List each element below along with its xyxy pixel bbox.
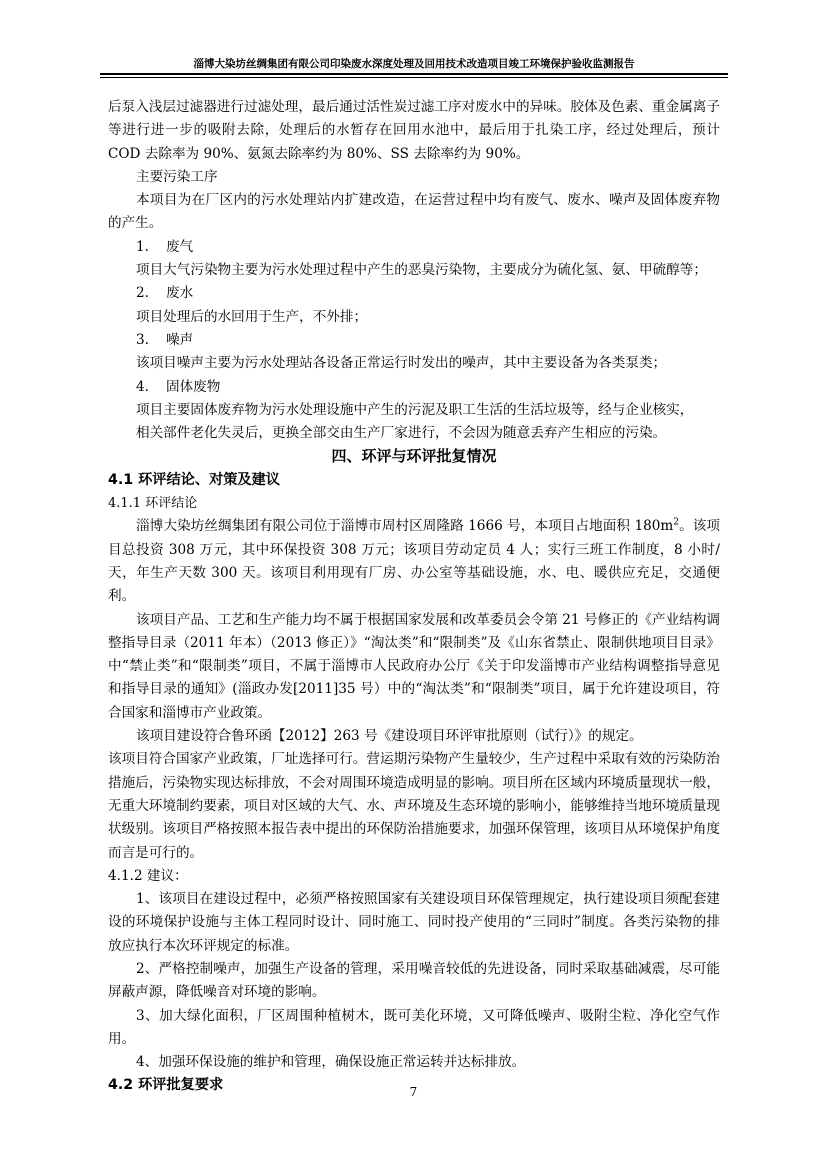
running-header: 淄博大染坊丝绸集团有限公司印染废水深度处理及回用技术改造项目竣工环境保护验收监测报告 <box>193 58 635 70</box>
header-rule-thin <box>100 77 728 78</box>
list-item-heading <box>108 329 720 352</box>
suggestion-1: 1、该项目在建设过程中，必须严格按照国家有关建设项目环保管理规定，执行建设项目须配套建设的环境保护设施与主体工程同时设计、同时施工、同时投产使用的“三同时”制度。各类污染物的排放应执行本次环评规定的标准。 <box>108 891 720 954</box>
list-item-heading <box>108 376 720 399</box>
list-item-text: 项目处理后的水回用于生产，不外排； <box>136 308 368 325</box>
paragraph-industrial-policy: 该项目产品、工艺和生产能力均不属于根据国家发展和改革委员会令第 21 号修正的《产业结构调整指导目录（2011 年本）（2013 修正）》“淘汰类”和“限制类”及《山东省禁止、限制供地项目目录》中“禁止类”和“限制类”项目，不属于淄博市人民政府办公厅《关于印发淄博市产业结构调整指导意见和指导目录的通知》(淄政办发[2011]35 号）中的“淘汰类”和“限制类”项目，属于允许建设项目，符合国家和淄博市产业政策。 <box>108 611 720 721</box>
heading-4-1-2: 4.1.2 建议： <box>108 867 188 884</box>
list-item-text: 项目大气污染物主要为污水处理过程中产生的恶臭污染物，主要成分为硫化氢、氨、甲硫醇等； <box>136 262 707 279</box>
paragraph-treatment-process: 后泵入浅层过滤器进行过滤处理，最后通过活性炭过滤工序对废水中的异味。胶体及色素、重金属离子等进行进一步的吸附去除，处理后的水暂存在回用水池中，最后用于扎染工序，经过处理后，预计 COD 去除率为 90%、氨氮去除率约为 80%、SS 去除率约为 90%。 <box>108 99 720 162</box>
header-rule-thick <box>100 73 728 75</box>
list-item-number: 4. <box>136 378 149 395</box>
list-item-number: 2. <box>136 285 149 302</box>
list-item-title: 噪声 <box>166 331 194 348</box>
list-item-title: 固体废物 <box>166 378 221 395</box>
list-item-title: 废气 <box>166 238 194 255</box>
page-number: 7 <box>409 1085 418 1099</box>
suggestion-4: 4、加强环保设施的维护和管理，确保设施正常运转并达标排放。 <box>136 1054 526 1071</box>
paragraph-project-overview <box>108 515 720 608</box>
superscript-squared: 2 <box>673 517 680 528</box>
heading-4-1-1: 4.1.1 环评结论 <box>108 496 198 512</box>
heading-main-pollution-processes: 主要污染工序 <box>136 168 218 185</box>
list-item-title: 废水 <box>166 285 194 302</box>
list-item-heading <box>108 282 720 305</box>
list-item-text: 项目主要固体废弃物为污水处理设施中产生的污泥及职工生活的生活垃圾等，经与企业核实， <box>136 401 694 418</box>
project-overview-text: 淄博大染坊丝绸集团有限公司位于淄博市周村区周隆路 1666 号，本项目占地面积 180m <box>136 518 674 535</box>
suggestion-3: 3、加大绿化面积，厂区周围种植树木，既可美化环境，又可降低噪声、吸附尘粒、净化空气作用。 <box>108 1007 720 1047</box>
list-item-text-continued: 相关部件老化失灵后，更换全部交由生产厂家进行，不会因为随意丢弃产生相应的污染。 <box>136 425 667 442</box>
suggestion-2: 2、严格控制噪声，加强生产设备的管理，采用噪音较低的先进设备，同时采取基础减震，尽可能屏蔽声源，降低噪音对环境的影响。 <box>108 960 720 1001</box>
list-item-heading <box>108 236 720 259</box>
paragraph-conclusion: 该项目符合国家产业政策，厂址选择可行。营运期污染物产生量较少，生产过程中采取有效的污染防治措施后，污染物实现达标排放，不会对周围环境造成明显的影响。项目所在区域内环境质量现状一般，无重大环境制约要素，项目对区域的大气、水、声环境及生态环境的影响小，能够维持当地环境质量现状级别。该项目严格按照本报告表中提出的环保防治措施要求，加强环保管理，该项目从环境保护角度而言是可行的。 <box>108 751 720 861</box>
list-item-number: 1. <box>136 238 149 255</box>
paragraph-pollution-intro: 本项目为在厂区内的污水处理站内扩建改造，在运营过程中均有废气、废水、噪声及固体废弃物的产生。 <box>108 192 720 232</box>
project-overview-text-rest: 。该项目总投资 308 万元，其中环保投资 308 万元；该项目劳动定员 4 人；实行三班工作制度，8 小时/天，年生产天数 300 天。该项目利用现有厂房、办公室等基础设施，水、电、暖供应充足，交通便利。 <box>108 518 720 605</box>
paragraph-approval-principle: 该项目建设符合鲁环函【2012】263 号《建设项目环评审批原则（试行）》的规定。 <box>136 728 643 745</box>
list-item-number: 3. <box>136 331 149 348</box>
document-body <box>108 96 720 1098</box>
heading-4-1: 4.1 环评结论、对策及建议 <box>108 471 280 488</box>
section-title: 四、环评与环评批复情况 <box>331 447 497 466</box>
heading-4-2: 4.2 环评批复要求 <box>108 1077 224 1094</box>
list-item-text: 该项目噪声主要为污水处理站各设备正常运行时发出的噪声，其中主要设备为各类泵类； <box>136 355 667 372</box>
